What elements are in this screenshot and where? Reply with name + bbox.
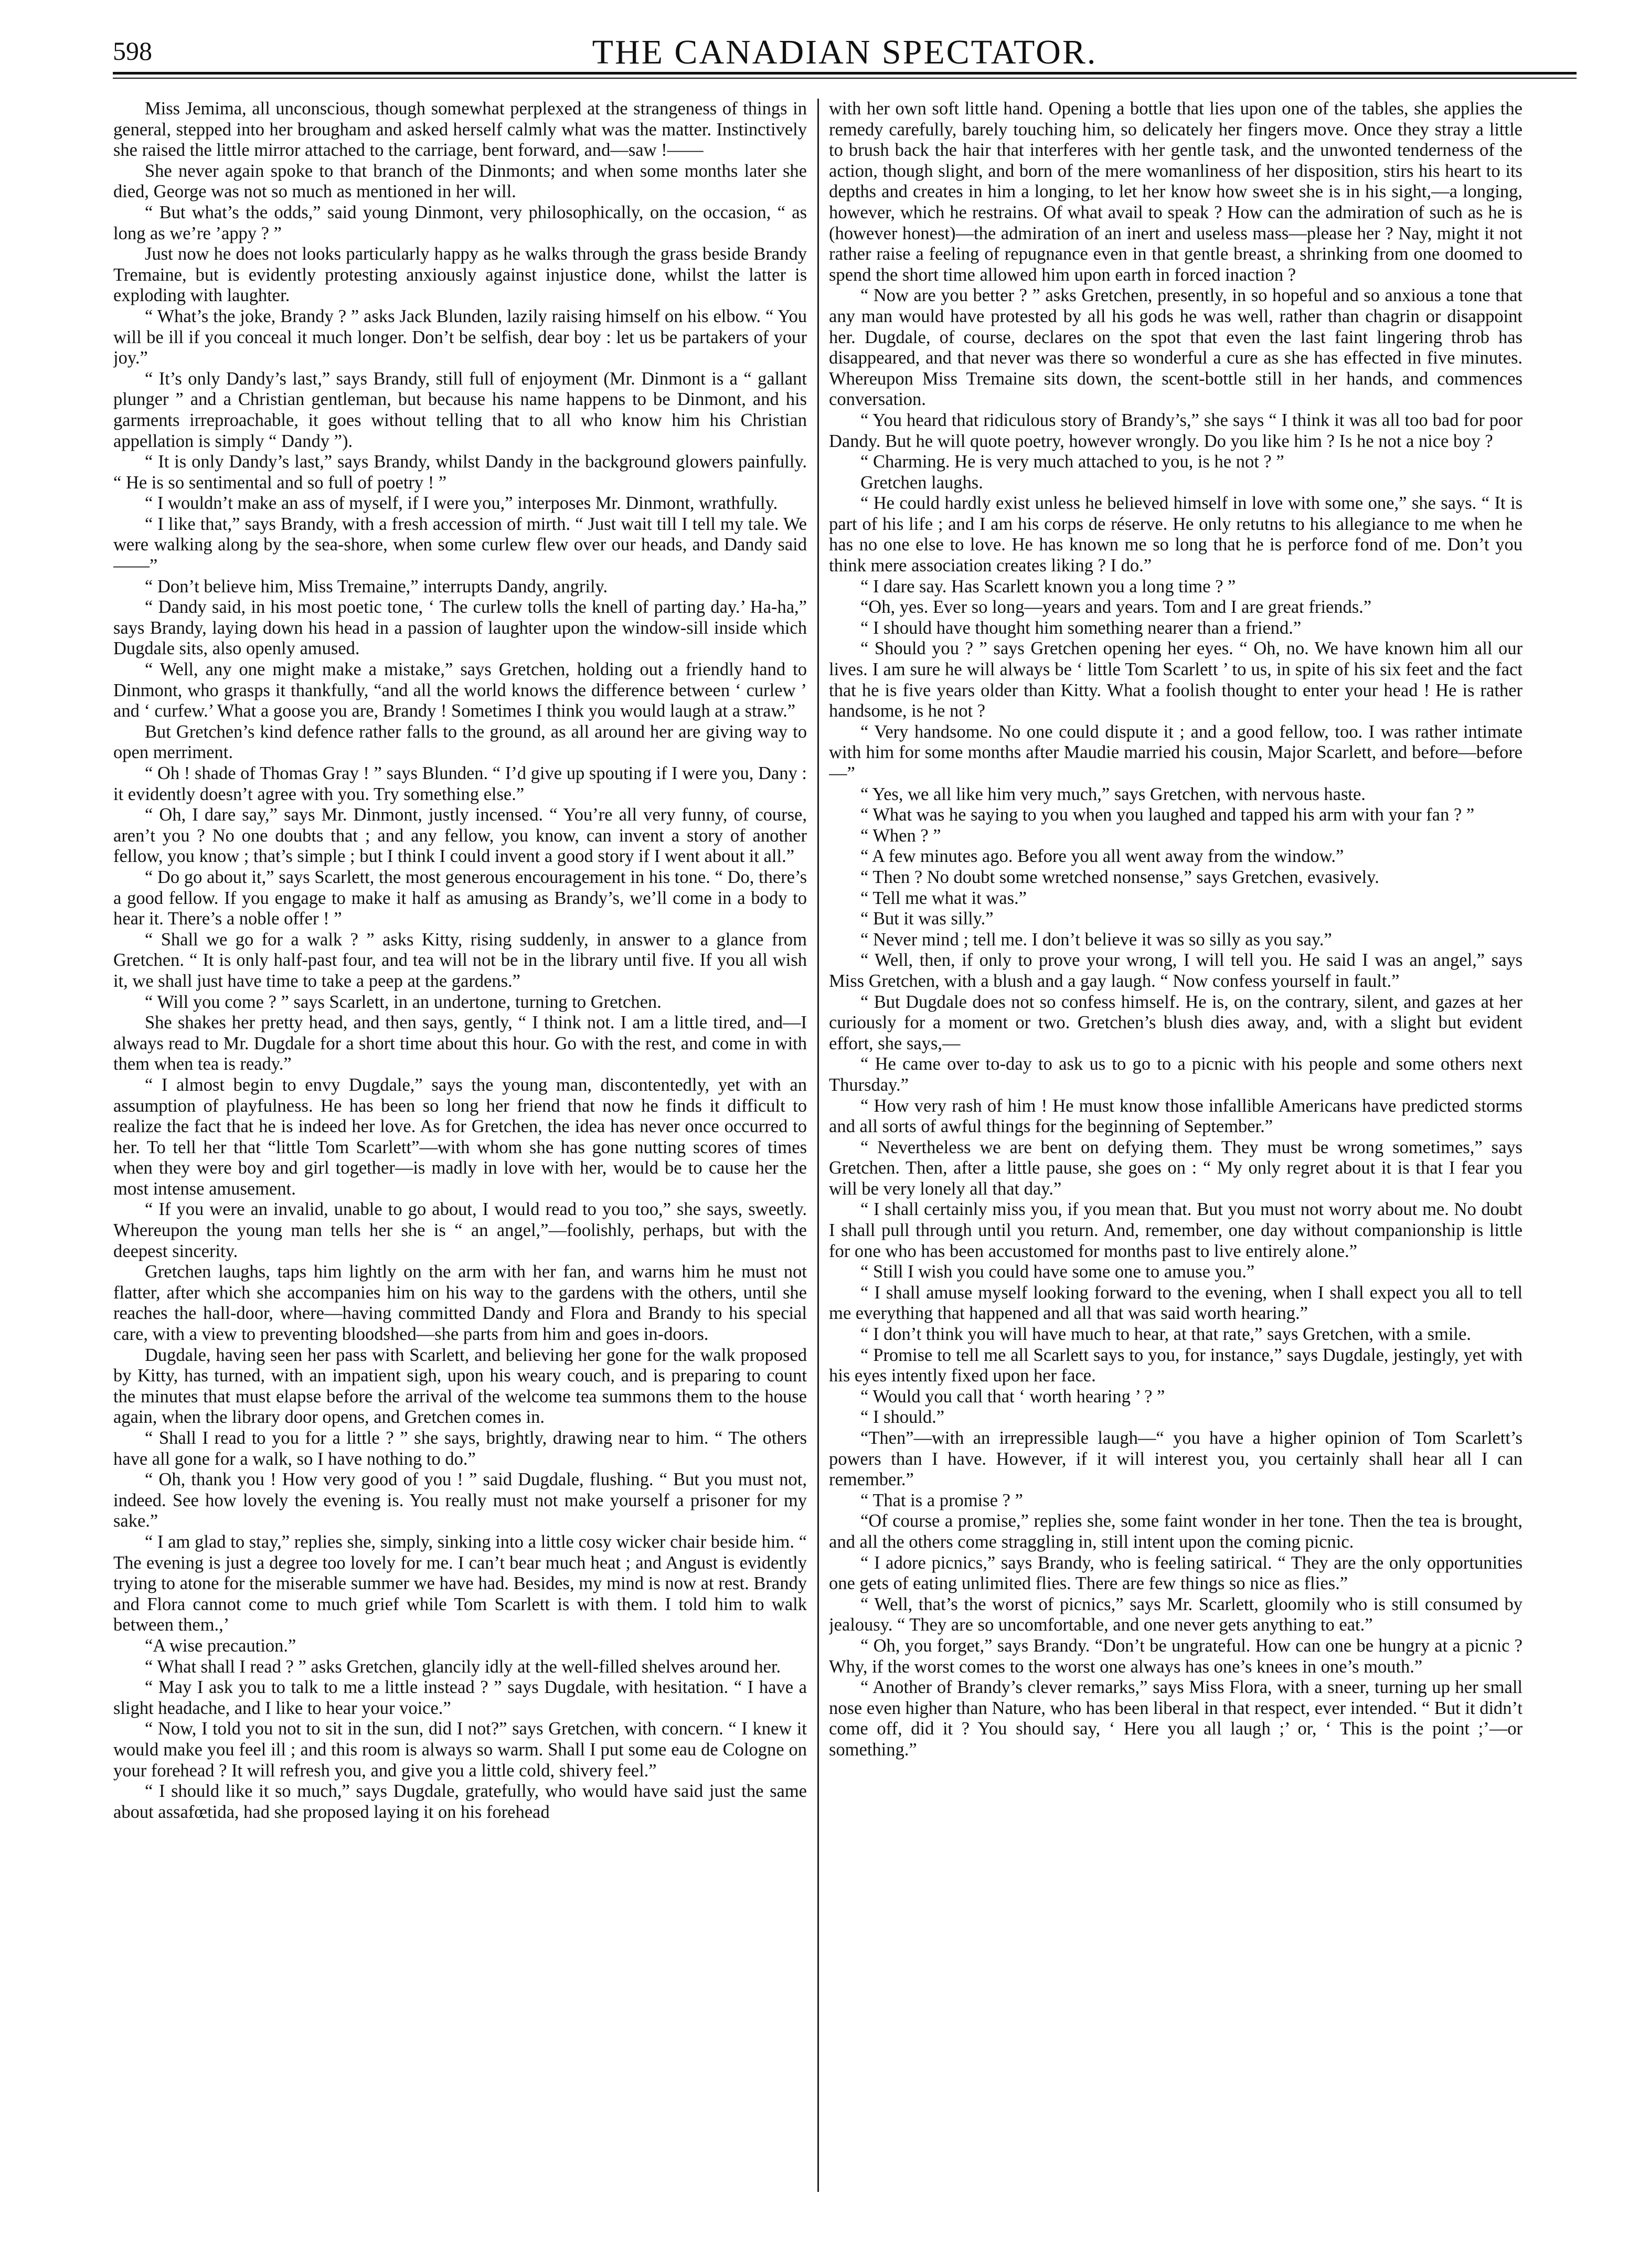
paragraph: “ Yes, we all like him very much,” says Gretchen, with nervous haste. [860,784,1366,804]
paragraph: “ Shall we go for a walk ? ” asks Kitty, rising suddenly, in answer to a glance from Gretchen. “ It is only half-past four, and tea will not be in the library until five. If you all wish it, we shall just have time to take a peep at the gardens.” [113,929,807,991]
paragraph: “ What’s the joke, Brandy ? ” asks Jack Blunden, lazily raising himself on his elbow. “ You will be ill if you conceal it much longer. Don’t be selfish, dear boy : let us be partakers of your joy.” [113,306,807,368]
paragraph: “ Then ? No doubt some wretched nonsense,” says Gretchen, evasively. [860,867,1379,887]
paragraph: “ Oh, you forget,” says Brandy. “Don’t be ungrateful. How can one be hungry at a picnic ? Why, if the worst comes to the worst one always has one’s knees in one’s mouth.” [829,1635,1523,1677]
paragraph: “ I like that,” says Brandy, with a fresh accession of mirth. “ Just wait till I tell my tale. We were walking along by the sea-shore, when some curlew flew over our heads, and Dandy said——” [113,514,807,576]
paragraph: “ Well, that’s the worst of picnics,” says Mr. Scarlett, gloomily who is still consumed by jealousy. “ They are so uncomfortable, and one never gets anything to eat.” [829,1594,1523,1635]
paragraph: “Then”—with an irrepressible laugh—“ you have a higher opinion of Tom Scarlett’s powers than I have. However, if it will interest you, you certainly shall hear all I can remember.” [829,1428,1523,1490]
paragraph: “ A few minutes ago. Before you all went away from the window.” [860,846,1344,867]
paragraph: “ Still I wish you could have some one to amuse you.” [860,1262,1255,1282]
paragraph: “Oh, yes. Ever so long—years and years. Tom and I are great friends.” [860,597,1372,617]
paragraph: “ If you were an invalid, unable to go about, I would read to you too,” she says, sweetly. Whereupon the young man tells her she is “ an angel,”—foolishly, perhaps, but with the deepest sincerity. [113,1199,807,1261]
paragraph: “ I should.” [860,1407,945,1428]
paragraph: “ Oh ! shade of Thomas Gray ! ” says Blunden. “ I’d give up spouting if I were you, Dany : it evidently doesn’t agree with you. Try something else.” [113,763,807,804]
page-number: 598 [113,36,152,66]
paragraph: “ I shall amuse myself looking forward to the evening, when I shall expect you all to tell me everything that happened and all that was said worth hearing.” [829,1282,1523,1324]
paragraph: “ It’s only Dandy’s last,” says Brandy, still full of enjoyment (Mr. Dinmont is a “ gallant plunger ” and a Christian gentleman, but because his name happens to be Dinmont, and his garments irreproachable, it goes without telling that to all who know him his Christian appellation is simply “ Dandy ”). [113,368,807,451]
header-rule-thin [113,78,1577,79]
paragraph: “ Never mind ; tell me. I don’t believe it was so silly as you say.” [860,929,1332,950]
paragraph: “ Nevertheless we are bent on defying them. They must be wrong sometimes,” says Gretchen. Then, after a little pause, she goes on : “ My only regret about it is that I fear you will be very lonely all that day.” [829,1137,1523,1199]
paragraph: “Of course a promise,” replies she, some faint wonder in her tone. Then the tea is brought, and all the others come straggling in, still intent upon the coming picnic. [829,1511,1523,1552]
journal-title: THE CANADIAN SPECTATOR. [592,33,1098,71]
paragraph: “ Would you call that ‘ worth hearing ’ ? ” [860,1386,1165,1407]
paragraph: “ I should like it so much,” says Dugdale, gratefully, who would have said just the same about assafœtida, had she proposed laying it on his forehead [113,1781,807,1822]
paragraph: “ That is a promise ? ” [860,1490,1023,1510]
paragraph: “ What shall I read ? ” asks Gretchen, glancily idly at the well-filled shelves around her. [145,1656,781,1677]
paragraph: “ I wouldn’t make an ass of myself, if I were you,” interposes Mr. Dinmont, wrathfully. [145,493,778,514]
paragraph: Just now he does not looks particularly happy as he walks through the grass beside Brandy Tremaine, but is evidently protesting anxiously against injustice done, whilst the latter is exploding with laughter. [113,244,807,306]
paragraph: “ Oh, thank you ! How very good of you ! ” said Dugdale, flushing. “ But you must not, indeed. See how lovely the evening is. You really must not make yourself a prisoner for my sake.” [113,1470,807,1531]
right-column [829,99,1523,2192]
paragraph: “ But it was silly.” [860,909,994,929]
paragraph: “ I don’t think you will have much to hear, at that rate,” says Gretchen, with a smile. [860,1324,1471,1345]
paragraph: “ It is only Dandy’s last,” says Brandy, whilst Dandy in the background glowers painfully. “ He is so sentimental and so full of poetry ! ” [113,452,807,493]
paragraph: “ Promise to tell me all Scarlett says to you, for instance,” says Dugdale, jestingly, yet with his eyes intently fixed upon her face. [829,1345,1523,1386]
paragraph: “ Another of Brandy’s clever remarks,” says Miss Flora, with a sneer, turning up her small nose even higher than Nature, who has been liberal in that respect, ever intended. “ But it didn’t come off, did it ? You should say, ‘ Here you all laugh ;’ or, ‘ This is the point ;’—or something.” [829,1677,1523,1760]
left-column [113,99,807,2192]
paragraph: “ When ? ” [860,825,941,846]
paragraph: “ May I ask you to talk to me a little instead ? ” says Dugdale, with hesitation. “ I have a slight headache, and I like to hear your voice.” [113,1677,807,1718]
paragraph: “ I adore picnics,” says Brandy, who is feeling satirical. “ They are the only opportunities one gets of eating unlimited flies. There are few things so nice as flies.” [829,1552,1523,1594]
paragraph: with her own soft little hand. Opening a bottle that lies upon one of the tables, she applies the remedy carefully, barely touching him, so delicately her fingers move. Once they stray a little to brush back the hair that interferes with her gentle task, and the unwonted tenderness of the action, though slight, and born of the mere womanliness of her disposition, stirs his heart to its depths and creates in him a longing, to let her know how sweet she is in his sight,—a longing, however, which he restrains. Of what avail to speak ? How can the admiration of such as he is (however honest)—the admiration of an inert and useless mass—please her ? Nay, might it not rather raise a feeling of repugnance even in that gentle breast, a shrinking from one doomed to spend the short time allowed him upon earth in forced inaction ? [829,99,1523,285]
paragraph: “ How very rash of him ! He must know those infallible Americans have predicted storms and all sorts of awful things for the beginning of September.” [829,1095,1523,1137]
paragraph: “ I should have thought him something nearer than a friend.” [860,617,1302,638]
paragraph: “ Oh, I dare say,” says Mr. Dinmont, justly incensed. “ You’re all very funny, of course, aren’t you ? No one doubts that ; and any fellow, you know, can invent a story of another fellow, you know ; that’s simple ; but I think I could invent a good story if I went about it all.” [113,805,807,867]
column-divider [817,99,819,2192]
paragraph: Dugdale, having seen her pass with Scarlett, and believing her gone for the walk proposed by Kitty, has turned, with an impatient sigh, upon his weary couch, and is preparing to count the minutes that must elapse before the arrival of the welcome tea summons them to the house again, when the library door opens, and Gretchen comes in. [113,1345,807,1428]
paragraph: “ But Dugdale does not so confess himself. He is, on the contrary, silent, and gazes at her curiously for a moment or two. Gretchen’s blush dies away, and, with a slight but evident effort, she says,— [829,992,1523,1053]
paragraph: “ But what’s the odds,” said young Dinmont, very philosophically, on the occasion, “ as long as we’re ’appy ? ” [113,202,807,243]
page-header [113,33,1577,73]
paragraph: “ Shall I read to you for a little ? ” she says, brightly, drawing near to him. “ The others have all gone for a walk, so I have nothing to do.” [113,1428,807,1469]
paragraph: “ Now are you better ? ” asks Gretchen, presently, in so hopeful and so anxious a tone that any man would have protested by all his gods he was well, rather than chagrin or disappoint her. Dugdale, of course, declares on the spot that even the last faint lingering throb has disappeared, and that never was there so wonderful a cure as she has effected in five minutes. Whereupon Miss Tremaine sits down, the scent-bottle still in her hands, and commences conversation. [829,285,1523,410]
paragraph: “ Well, any one might make a mistake,” says Gretchen, holding out a friendly hand to Dinmont, who grasps it thankfully, “and all the world knows the difference between ‘ curlew ’ and ‘ curfew.’ What a goose you are, Brandy ! Sometimes I think you would laugh at a straw.” [113,659,807,721]
paragraph: “ I almost begin to envy Dugdale,” says the young man, discontentedly, yet with an assumption of playfulness. He has been so long her friend that now he finds it difficult to realize the fact that he is indeed her love. As for Gretchen, the idea has never once occurred to her. To tell her that “little Tom Scarlett”—with whom she has gone nutting scores of times when they were boy and girl together—is madly in love with her, would be to cause her the most intense amusement. [113,1074,807,1199]
paragraph: “ Should you ? ” says Gretchen opening her eyes. “ Oh, no. We have known him all our lives. I am sure he will always be ‘ little Tom Scarlett ’ to us, in spite of his six feet and the fact that he is five years older than Kitty. What a foolish thought to enter your head ! He is rather handsome, is he not ? [829,638,1523,721]
paragraph: “ Tell me what it was.” [860,888,1027,908]
paragraph: Gretchen laughs, taps him lightly on the arm with her fan, and warns him he must not flatter, after which she accompanies him on his way to the gardens with the others, until she reaches the hall-door, where—having committed Dandy and Flora and Brandy to his special care, with a view to preventing bloodshed—she parts from him and goes in-doors. [113,1262,807,1345]
paragraph: Miss Jemima, all unconscious, though somewhat perplexed at the strangeness of things in general, stepped into her brougham and asked herself calmly what was the matter. Instinctively she raised the little mirror attached to the carriage, bent forward, and—saw !—— [113,99,807,161]
paragraph: “ Well, then, if only to prove your wrong, I will tell you. He said I was an angel,” says Miss Gretchen, with a blush and a gay laugh. “ Now confess yourself in fault.” [829,950,1523,991]
paragraph: “ I dare say. Has Scarlett known you a long time ? ” [860,576,1236,597]
paragraph: “ I am glad to stay,” replies she, simply, sinking into a little cosy wicker chair beside him. “ The evening is just a degree too lovely for me. I can’t bear much heat ; and Angust is evidently trying to atone for the miserable summer we have had. Besides, my mind is now at rest. Brandy and Flora cannot come to much grief while Tom Scarlett is with them. I told him to walk between them.,’ [113,1531,807,1635]
paragraph: “ Very handsome. No one could dispute it ; and a good fellow, too. I was rather intimate with him for some months after Maudie married his cousin, Major Scarlett, and before—before—” [829,721,1523,783]
header-rule-thick [113,72,1577,74]
paragraph: “ Charming. He is very much attached to you, is he not ? ” [860,452,1284,472]
paragraph: “A wise precaution.” [145,1635,296,1656]
paragraph: “ He came over to-day to ask us to go to a picnic with his people and some others next Thursday.” [829,1054,1523,1095]
paragraph: “ Will you come ? ” says Scarlett, in an undertone, turning to Gretchen. [145,992,662,1012]
paragraph: “ Do go about it,” says Scarlett, the most generous encouragement in his tone. “ Do, there’s a good fellow. If you engage to make it half as amusing as Brandy’s, we’ll come in a body to hear it. There’s a noble offer ! ” [113,867,807,929]
paragraph: “ Now, I told you not to sit in the sun, did I not?” says Gretchen, with concern. “ I knew it would make you feel ill ; and this room is always so warm. Shall I put some eau de Cologne on your forehead ? It will refresh you, and give you a little cold, shivery feel.” [113,1719,807,1781]
paragraph: Gretchen laughs. [860,472,983,493]
paragraph: She never again spoke to that branch of the Dinmonts; and when some months later she died, George was not so much as mentioned in her will. [113,161,807,202]
paragraph: But Gretchen’s kind defence rather falls to the ground, as all around her are giving way to open merriment. [113,721,807,763]
paragraph: “ Don’t believe him, Miss Tremaine,” interrupts Dandy, angrily. [145,576,608,597]
paragraph: “ You heard that ridiculous story of Brandy’s,” she says “ I think it was all too bad for poor Dandy. But he will quote poetry, however wrongly. Do you like him ? Is he not a nice boy ? [829,410,1523,451]
paragraph: “ He could hardly exist unless he believed himself in love with some one,” she says. “ It is part of his life ; and I am his corps de réserve. He only retutns to his allegiance to me when he has no one else to love. He has known me so long that he is perforce fond of me. Don’t you think mere association creates liking ? I do.” [829,493,1523,576]
paragraph: “ Dandy said, in his most poetic tone, ‘ The curlew tolls the knell of parting day.’ Ha-ha,” says Brandy, laying down his head in a passion of laughter upon the window-sill inside which Dugdale sits, also openly amused. [113,597,807,659]
paragraph: “ What was he saying to you when you laughed and tapped his arm with your fan ? ” [860,805,1475,825]
paragraph: “ I shall certainly miss you, if you mean that. But you must not worry about me. No doubt I shall pull through until you return. And, remember, one day without companionship is little for one who has been accustomed for months past to live entirely alone.” [829,1199,1523,1261]
paragraph: She shakes her pretty head, and then says, gently, “ I think not. I am a little tired, and—I always read to Mr. Dugdale for a short time about this hour. Go with the rest, and come in with them when tea is ready.” [113,1013,807,1074]
